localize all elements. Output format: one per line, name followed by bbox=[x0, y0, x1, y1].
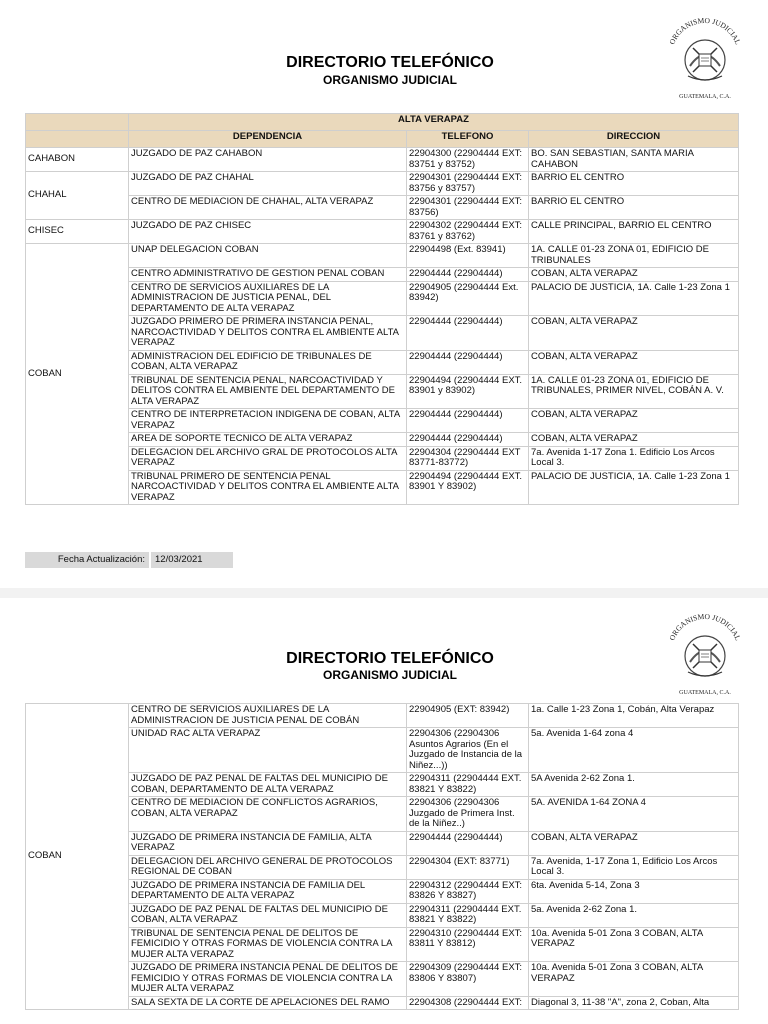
table-row bbox=[26, 879, 739, 903]
telefono-cell: 22904312 (22904444 EXT: 83826 Y 83827) bbox=[407, 879, 529, 903]
dependencia-cell: CENTRO ADMINISTRATIVO DE GESTION PENAL COBAN bbox=[129, 268, 407, 282]
dependencia-cell: JUZGADO DE PRIMERA INSTANCIA DE FAMILIA DEL DEPARTAMENTO DE ALTA VERAPAZ bbox=[129, 879, 407, 903]
table-row bbox=[26, 962, 739, 997]
telefono-cell: 22904444 (22904444) bbox=[407, 409, 529, 433]
municipio-cell: CHAHAL bbox=[26, 172, 129, 220]
direccion-cell: PALACIO DE JUSTICIA, 1A. Calle 1-23 Zona 1 bbox=[529, 281, 739, 316]
table-row bbox=[26, 409, 739, 433]
update-date-row bbox=[25, 552, 233, 568]
table-row bbox=[26, 374, 739, 409]
dependencia-cell: CENTRO DE SERVICIOS AUXILIARES DE LA ADMINISTRACION DE JUSTICIA PENAL, DEL DEPARTAMENTO DE ALTA VERAPAZ bbox=[129, 281, 407, 316]
table-row bbox=[26, 728, 739, 773]
table-row bbox=[26, 831, 739, 855]
dependencia-cell: JUZGADO DE PRIMERA INSTANCIA PENAL DE DELITOS DE FEMICIDIO Y OTRAS FORMAS DE VIOLENCIA CONTRA LA MUJER ALTA VERAPAZ bbox=[129, 962, 407, 997]
dependencia-cell: JUZGADO DE PAZ CHISEC bbox=[129, 220, 407, 244]
dependencia-cell: CENTRO DE MEDIACION DE CONFLICTOS AGRARIOS, COBAN, ALTA VERAPAZ bbox=[129, 797, 407, 832]
telefono-cell: 22904300 (22904444 EXT: 83751 y 83752) bbox=[407, 148, 529, 172]
table-row bbox=[26, 316, 739, 351]
seal-top-text: ORGANISMO JUDICIAL bbox=[667, 15, 743, 46]
direccion-cell: PALACIO DE JUSTICIA, 1A. Calle 1-23 Zona 1 bbox=[529, 470, 739, 505]
telefono-cell: 22904494 (22904444 EXT. 83901 Y 83902) bbox=[407, 470, 529, 505]
dependencia-cell: JUZGADO DE PAZ CAHABON bbox=[129, 148, 407, 172]
svg-text:ORGANISMO JUDICIAL bbox=[667, 612, 742, 642]
table-row bbox=[26, 927, 739, 962]
direccion-cell: 6ta. Avenida 5-14, Zona 3 bbox=[529, 879, 739, 903]
update-date-label: Fecha Actualización: bbox=[25, 552, 149, 568]
direccion-cell: BO. SAN SEBASTIAN, SANTA MARIA CAHABON bbox=[529, 148, 739, 172]
telefono-cell: 22904444 (22904444) bbox=[407, 350, 529, 374]
telefono-cell: 22904444 (22904444) bbox=[407, 433, 529, 447]
table-row bbox=[26, 148, 739, 172]
direccion-cell: Diagonal 3, 11-38 "A", zona 2, Coban, Alta bbox=[529, 996, 739, 1010]
dependencia-cell: JUZGADO DE PAZ CHAHAL bbox=[129, 172, 407, 196]
table-row bbox=[26, 855, 739, 879]
municipio-cell: CHISEC bbox=[26, 220, 129, 244]
update-date-value: 12/03/2021 bbox=[151, 552, 233, 568]
table-row bbox=[26, 470, 739, 505]
direccion-cell: 5A. AVENIDA 1-64 ZONA 4 bbox=[529, 797, 739, 832]
directory-table bbox=[25, 703, 739, 1010]
telefono-cell: 22904444 (22904444) bbox=[407, 316, 529, 351]
telefono-cell: 22904304 (22904444 EXT 83771-83772) bbox=[407, 446, 529, 470]
table-row bbox=[26, 220, 739, 244]
telefono-cell: 22904498 (Ext. 83941) bbox=[407, 244, 529, 268]
telefono-cell: 22904308 (22904444 EXT: bbox=[407, 996, 529, 1010]
page-subtitle: ORGANISMO JUDICIAL bbox=[322, 73, 457, 87]
telefono-cell: 22904310 (22904444 EXT: 83811 Y 83812) bbox=[407, 927, 529, 962]
direccion-cell: COBAN, ALTA VERAPAZ bbox=[529, 831, 739, 855]
dependencia-cell: UNAP DELEGACION COBAN bbox=[129, 244, 407, 268]
dependencia-cell: DELEGACION DEL ARCHIVO GENERAL DE PROTOCOLOS REGIONAL DE COBAN bbox=[129, 855, 407, 879]
direccion-cell: COBAN, ALTA VERAPAZ bbox=[529, 433, 739, 447]
telefono-cell: 22904905 (EXT: 83942) bbox=[407, 704, 529, 728]
telefono-cell: 22904444 (22904444) bbox=[407, 268, 529, 282]
page-subtitle: ORGANISMO JUDICIAL bbox=[322, 668, 457, 682]
table-row bbox=[26, 172, 739, 196]
region-header: ALTA VERAPAZ bbox=[129, 114, 739, 131]
header-blank-cell bbox=[26, 131, 129, 148]
table-row bbox=[26, 196, 739, 220]
dependencia-cell: DELEGACION DEL ARCHIVO GRAL DE PROTOCOLOS ALTA VERAPAZ bbox=[129, 446, 407, 470]
header-blank-cell bbox=[26, 114, 129, 131]
table-row bbox=[26, 773, 739, 797]
telefono-cell: 22904905 (22904444 Ext. 83942) bbox=[407, 281, 529, 316]
direccion-cell: 7a. Avenida 1-17 Zona 1. Edificio Los Arcos Local 3. bbox=[529, 446, 739, 470]
seal-bottom-text: GUATEMALA, C.A. bbox=[679, 690, 731, 696]
telefono-cell: 22904302 (22904444 EXT: 83761 y 83762) bbox=[407, 220, 529, 244]
directory-table-body bbox=[26, 148, 739, 505]
dependencia-cell: TRIBUNAL DE SENTENCIA PENAL, NARCOACTIVIDAD Y DELITOS CONTRA EL AMBIENTE DEL DEPARTAMENTO DE ALTA VERAPAZ bbox=[129, 374, 407, 409]
telefono-cell: 22904306 (22904306 Asuntos Agrarios (En el Juzgado de Instancia de la Niñez...)) bbox=[407, 728, 529, 773]
telefono-cell: 22904301 (22904444 EXT: 83756 y 83757) bbox=[407, 172, 529, 196]
telefono-cell: 22904304 (EXT: 83771) bbox=[407, 855, 529, 879]
telefono-cell: 22904309 (22904444 EXT: 83806 Y 83807) bbox=[407, 962, 529, 997]
direccion-cell: 5a. Avenida 1-64 zona 4 bbox=[529, 728, 739, 773]
direccion-cell: 1a. Calle 1-23 Zona 1, Cobán, Alta Verapaz bbox=[529, 704, 739, 728]
table-row bbox=[26, 704, 739, 728]
telefono-cell: 22904311 (22904444 EXT. 83821 Y 83822) bbox=[407, 773, 529, 797]
svg-text:ORGANISMO JUDICIAL bbox=[667, 16, 742, 46]
dependencia-cell: TRIBUNAL DE SENTENCIA PENAL DE DELITOS DE FEMICIDIO Y OTRAS FORMAS DE VIOLENCIA CONTRA LA MUJER ALTA VERAPAZ bbox=[129, 927, 407, 962]
table-row bbox=[26, 797, 739, 832]
direccion-cell: 1A. CALLE 01-23 ZONA 01, EDIFICIO DE TRIBUNALES bbox=[529, 244, 739, 268]
direccion-cell: 1A. CALLE 01-23 ZONA 01, EDIFICIO DE TRIBUNALES, PRIMER NIVEL, COBÁN A. V. bbox=[529, 374, 739, 409]
dependencia-cell: CENTRO DE MEDIACION DE CHAHAL, ALTA VERAPAZ bbox=[129, 196, 407, 220]
seal-bottom-text: GUATEMALA, C.A. bbox=[679, 94, 731, 100]
dependencia-cell: SALA SEXTA DE LA CORTE DE APELACIONES DEL RAMO bbox=[129, 996, 407, 1010]
dependencia-cell: JUZGADO DE PAZ PENAL DE FALTAS DEL MUNICIPIO DE COBAN, ALTA VERAPAZ bbox=[129, 903, 407, 927]
organismo-judicial-seal bbox=[660, 14, 750, 104]
dependencia-cell: ADMINISTRACION DEL EDIFICIO DE TRIBUNALES DE COBAN, ALTA VERAPAZ bbox=[129, 350, 407, 374]
telefono-cell: 22904306 (22904306 Juzgado de Primera Inst. de la Niñez..) bbox=[407, 797, 529, 832]
page-title: DIRECTORIO TELEFÓNICO bbox=[286, 650, 494, 667]
telefono-cell: 22904444 (22904444) bbox=[407, 831, 529, 855]
telefono-cell: 22904494 (22904444 EXT. 83901 y 83902) bbox=[407, 374, 529, 409]
direccion-cell: BARRIO EL CENTRO bbox=[529, 172, 739, 196]
table-row bbox=[26, 446, 739, 470]
organismo-judicial-seal bbox=[660, 610, 750, 700]
table-row bbox=[26, 350, 739, 374]
table-row bbox=[26, 903, 739, 927]
telefono-cell: 22904301 (22904444 EXT: 83756) bbox=[407, 196, 529, 220]
municipio-cell: COBAN bbox=[26, 704, 129, 1010]
direccion-cell: 10a. Avenida 5-01 Zona 3 COBAN, ALTA VERAPAZ bbox=[529, 927, 739, 962]
document-page-2 bbox=[0, 598, 768, 1024]
dependencia-cell: TRIBUNAL PRIMERO DE SENTENCIA PENAL NARCOACTIVIDAD Y DELITOS CONTRA EL AMBIENTE ALTA VERAPAZ bbox=[129, 470, 407, 505]
dependencia-cell: UNIDAD RAC ALTA VERAPAZ bbox=[129, 728, 407, 773]
municipio-cell: CAHABON bbox=[26, 148, 129, 172]
direccion-cell: COBAN, ALTA VERAPAZ bbox=[529, 268, 739, 282]
dependencia-cell: CENTRO DE SERVICIOS AUXILIARES DE LA ADMINISTRACION DE JUSTICIA PENAL DE COBÁN bbox=[129, 704, 407, 728]
table-row bbox=[26, 996, 739, 1010]
direccion-cell: BARRIO EL CENTRO bbox=[529, 196, 739, 220]
column-header-telefono: TELEFONO bbox=[407, 131, 529, 148]
direccion-cell: 7a. Avenida, 1-17 Zona 1, Edificio Los Arcos Local 3. bbox=[529, 855, 739, 879]
column-header-dependencia: DEPENDENCIA bbox=[129, 131, 407, 148]
direccion-cell: 5A Avenida 2-62 Zona 1. bbox=[529, 773, 739, 797]
dependencia-cell: JUZGADO DE PAZ PENAL DE FALTAS DEL MUNICIPIO DE COBAN, DEPARTAMENTO DE ALTA VERAPAZ bbox=[129, 773, 407, 797]
table-row bbox=[26, 281, 739, 316]
dependencia-cell: JUZGADO PRIMERO DE PRIMERA INSTANCIA PENAL, NARCOACTIVIDAD Y DELITOS CONTRA EL AMBIENTE ALTA VERAPAZ bbox=[129, 316, 407, 351]
direccion-cell: CALLE PRINCIPAL, BARRIO EL CENTRO bbox=[529, 220, 739, 244]
column-header-direccion: DIRECCION bbox=[529, 131, 739, 148]
table-row bbox=[26, 433, 739, 447]
direccion-cell: COBAN, ALTA VERAPAZ bbox=[529, 350, 739, 374]
municipio-cell: COBAN bbox=[26, 244, 129, 505]
directory-table bbox=[25, 113, 739, 505]
dependencia-cell: CENTRO DE INTERPRETACION INDIGENA DE COBAN, ALTA VERAPAZ bbox=[129, 409, 407, 433]
telefono-cell: 22904311 (22904444 EXT. 83821 Y 83822) bbox=[407, 903, 529, 927]
direccion-cell: COBAN, ALTA VERAPAZ bbox=[529, 316, 739, 351]
direccion-cell: COBAN, ALTA VERAPAZ bbox=[529, 409, 739, 433]
direccion-cell: 10a. Avenida 5-01 Zona 3 COBAN, ALTA VERAPAZ bbox=[529, 962, 739, 997]
table-row bbox=[26, 268, 739, 282]
dependencia-cell: JUZGADO DE PRIMERA INSTANCIA DE FAMILIA, ALTA VERAPAZ bbox=[129, 831, 407, 855]
seal-top-text: ORGANISMO JUDICIAL bbox=[667, 611, 743, 642]
dependencia-cell: AREA DE SOPORTE TECNICO DE ALTA VERAPAZ bbox=[129, 433, 407, 447]
directory-table-body bbox=[26, 704, 739, 1010]
table-row bbox=[26, 244, 739, 268]
page-title: DIRECTORIO TELEFÓNICO bbox=[286, 54, 494, 71]
direccion-cell: 5a. Avenida 2-62 Zona 1. bbox=[529, 903, 739, 927]
